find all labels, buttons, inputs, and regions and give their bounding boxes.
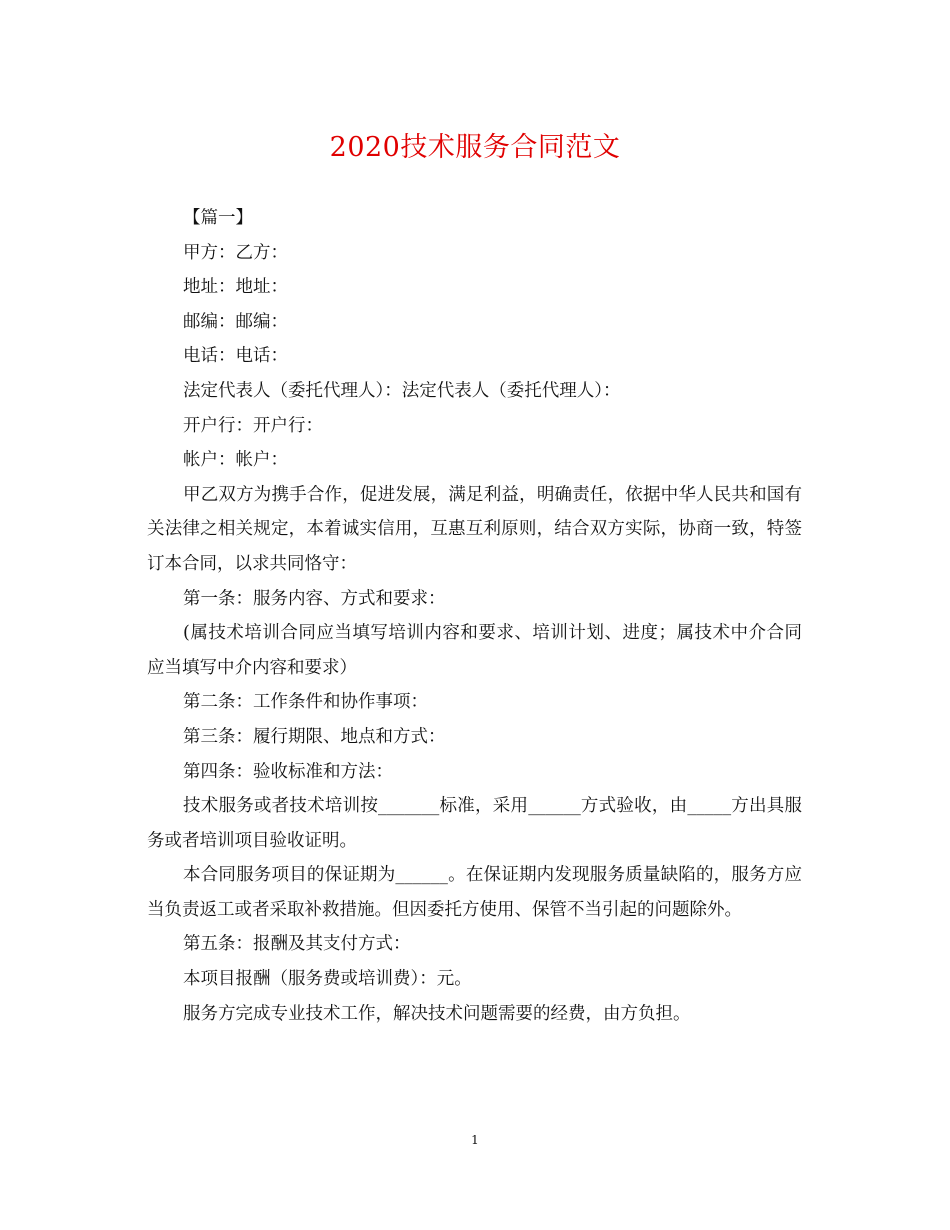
- postcode-line: 邮编：邮编：: [183, 311, 288, 332]
- bank-line: 开户行：开户行：: [183, 415, 323, 436]
- article-1-heading: 第一条：服务内容、方式和要求：: [183, 588, 446, 609]
- article-2-heading: 第二条：工作条件和协作事项：: [183, 692, 428, 713]
- acceptance-paragraph: 技术服务或者技术培训按_______标准，采用______方式验收，由_____方出具服务或者培训项目验收证明。: [147, 796, 802, 851]
- article-4-heading: 第四条：验收标准和方法：: [183, 761, 393, 782]
- remuneration-line: 本项目报酬（服务费或培训费）：元。: [183, 969, 472, 990]
- party-line: 甲方：乙方：: [183, 242, 288, 263]
- article-5-heading: 第五条：报酬及其支付方式：: [183, 934, 411, 955]
- document-body: [147, 201, 802, 1031]
- warranty-paragraph: 本合同服务项目的保证期为______。在保证期内发现服务质量缺陷的，服务方应当负责返工或者采取补救措施。但因委托方使用、保管不当引起的问题除外。: [147, 865, 802, 920]
- expense-line: 服务方完成专业技术工作，解决技术问题需要的经费，由方负担。: [183, 1003, 691, 1024]
- document-title: 2020技术服务合同范文: [329, 132, 621, 163]
- representative-line: 法定代表人（委托代理人）：法定代表人（委托代理人）：: [183, 380, 621, 401]
- section-heading: 【篇一】: [183, 208, 253, 228]
- preamble-paragraph: 甲乙双方为携手合作，促进发展，满足利益，明确责任，依据中华人民共和国有关法律之相关规定，本着诚实信用，互惠互利原则，结合双方实际，协商一致，特签订本合同，以求共同恪守：: [147, 484, 802, 574]
- page-number: 1: [471, 1133, 479, 1147]
- account-line: 帐户：帐户：: [183, 450, 288, 471]
- address-line: 地址：地址：: [183, 277, 288, 298]
- phone-line: 电话：电话：: [183, 346, 288, 367]
- article-3-heading: 第三条：履行期限、地点和方式：: [183, 726, 446, 747]
- article-1-note: (属技术培训合同应当填写培训内容和要求、培训计划、进度；属技术中介合同应当填写中介内容和要求）: [147, 623, 802, 678]
